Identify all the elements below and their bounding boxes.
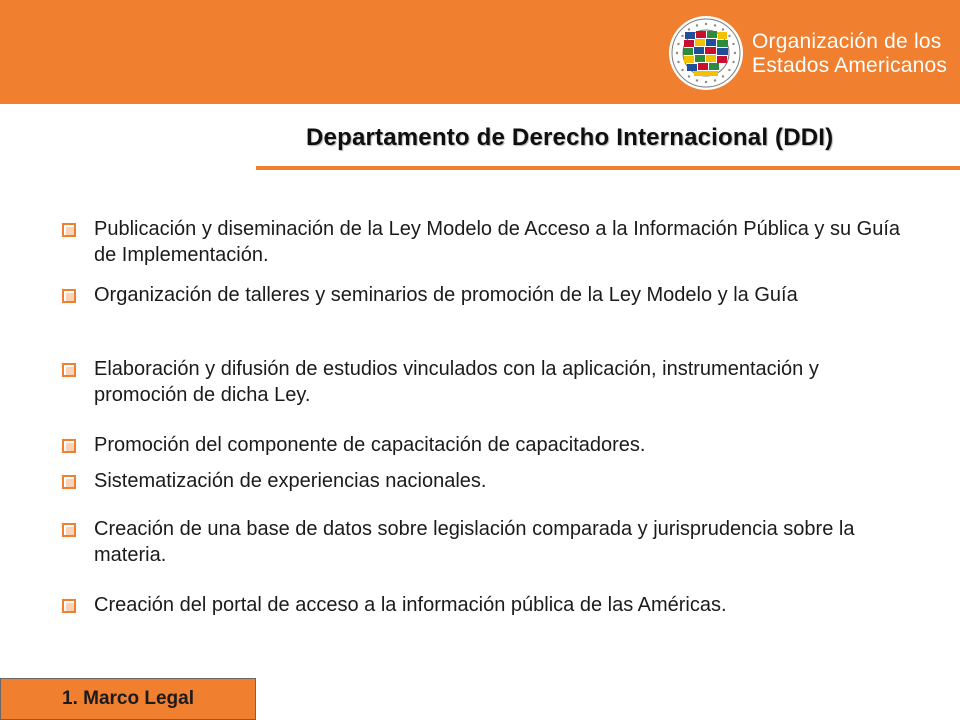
organization-name [752, 30, 952, 78]
bullet-item [62, 356, 902, 408]
bullet-text: Creación de una base de datos sobre legislación comparada y jurisprudencia sobre la materia. [94, 518, 855, 566]
bullet-item [62, 432, 902, 458]
bullet-item [62, 592, 902, 618]
bullet-text: Organización de talleres y seminarios de promoción de la Ley Modelo y la Guía [94, 284, 798, 306]
bullet-text: Sistematización de experiencias nacionales. [94, 470, 487, 492]
bullet-text: Elaboración y difusión de estudios vinculados con la aplicación, instrumentación y promoción de dicha Ley. [94, 358, 819, 406]
bullet-text: Promoción del componente de capacitación de capacitadores. [94, 434, 646, 456]
bullet-item [62, 216, 902, 268]
checkbox-bullet-icon [62, 363, 76, 377]
organization-name-line2: Estados Americanos [752, 54, 948, 77]
header-bar [0, 0, 960, 104]
checkbox-bullet-icon [62, 523, 76, 537]
checkbox-bullet-icon [62, 439, 76, 453]
checkbox-bullet-icon [62, 475, 76, 489]
bullet-item [62, 468, 902, 494]
organization-name-line1: Organización de los [752, 30, 942, 53]
bullet-item [62, 282, 902, 308]
title-underline [256, 166, 960, 170]
bullet-text: Creación del portal de acceso a la información pública de las Américas. [94, 594, 727, 616]
section-label: 1. Marco Legal [0, 678, 256, 720]
checkbox-bullet-icon [62, 223, 76, 237]
checkbox-bullet-icon [62, 289, 76, 303]
oas-seal-icon [668, 15, 744, 91]
checkbox-bullet-icon [62, 599, 76, 613]
bullet-item [62, 516, 902, 568]
bullet-text: Publicación y diseminación de la Ley Modelo de Acceso a la Información Pública y su Guía de Implementación. [94, 218, 901, 266]
page-title: Departamento de Derecho Internacional (DDI) [306, 124, 834, 151]
